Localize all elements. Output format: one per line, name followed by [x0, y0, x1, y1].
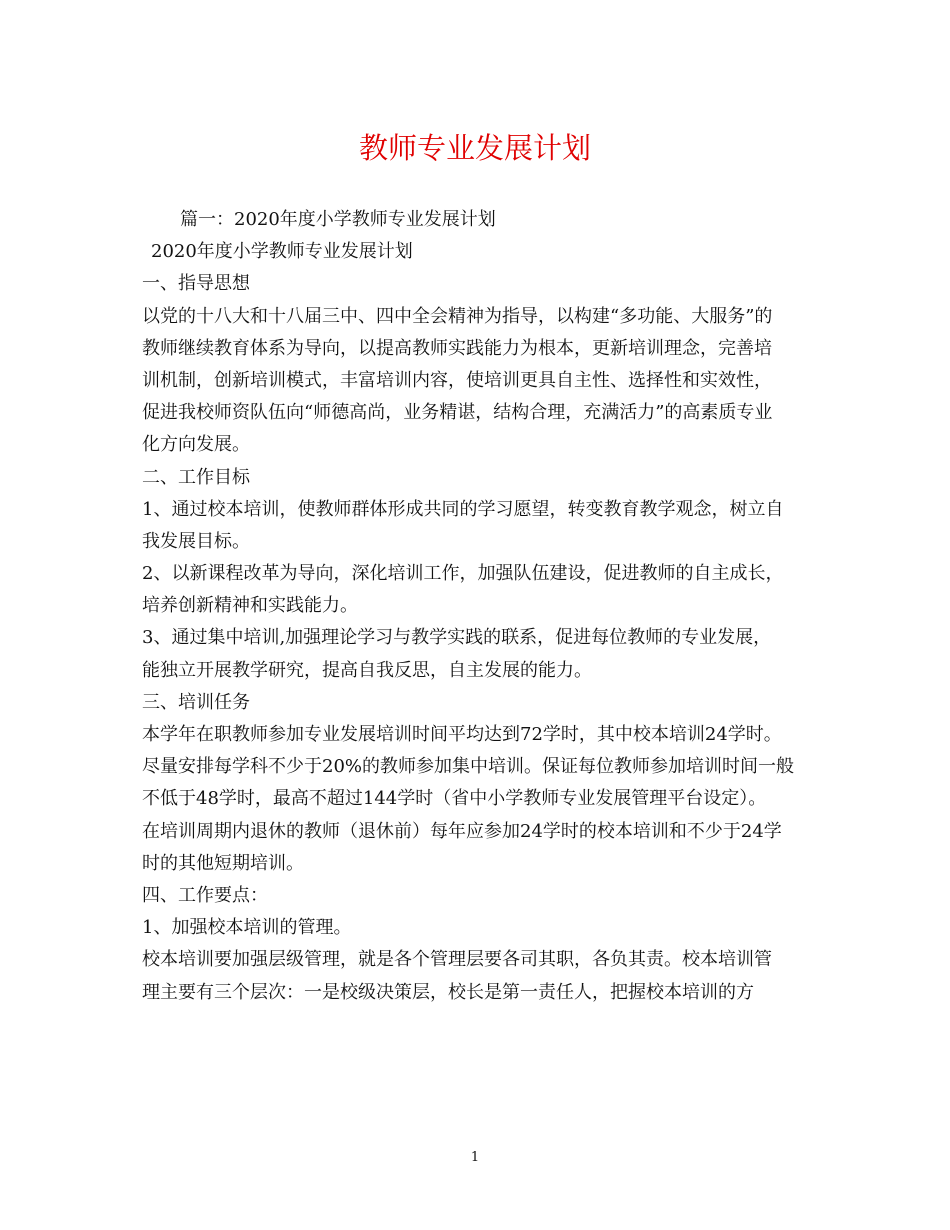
list-item-line: 我发展目标。: [142, 530, 250, 552]
paragraph-line: 理主要有三个层次：一是校级决策层，校长是第一责任人，把握校本培训的方: [142, 981, 754, 1003]
paragraph-line: 以党的十八大和十八届三中、四中全会精神为指导，以构建“多功能、大服务”的: [142, 305, 773, 327]
document-title: 教师专业发展计划: [358, 131, 591, 165]
section-heading-work-goals: 二、工作目标: [142, 466, 250, 488]
paragraph-line: 促进我校师资队伍向“师德高尚，业务精谌，结构合理，充满活力”的高素质专业: [142, 402, 773, 424]
paragraph-line: 时的其他短期培训。: [142, 852, 304, 874]
list-item-line: 1、通过校本培训，使教师群体形成共同的学习愿望，转变教育教学观念，树立自: [142, 498, 784, 520]
list-item-line: 培养创新精神和实践能力。: [142, 595, 358, 617]
page-number: 1: [470, 1150, 480, 1165]
section-heading-guiding-ideology: 一、指导思想: [142, 273, 250, 295]
list-item-line: 2、以新课程改革为导向，深化培训工作，加强队伍建设，促进教师的自主成长，: [142, 563, 784, 585]
paragraph-line: 不低于48学时，最高不超过144学时（省中小学教师专业发展管理平台设定）。: [142, 788, 767, 810]
list-item-line: 1、加强校本培训的管理。: [142, 917, 352, 939]
paragraph-line: 本学年在职教师参加专业发展培训时间平均达到72学时，其中校本培训24学时。: [142, 724, 782, 745]
paragraph-line: 训机制，创新培训模式，丰富培训内容，使培训更具自主性、选择性和实效性，: [142, 369, 772, 391]
section-heading-training-tasks: 三、培训任务: [142, 691, 250, 713]
chapter-heading: 篇一：2020年度小学教师专业发展计划: [180, 209, 496, 230]
paragraph-line: 化方向发展。: [142, 434, 250, 456]
section-heading-work-points: 四、工作要点：: [142, 884, 268, 906]
paragraph-line: 教师继续教育体系为导向，以提高教师实践能力为根本，更新培训理念，完善培: [142, 337, 772, 359]
document-body: [142, 204, 810, 1009]
paragraph-line: 校本培训要加强层级管理，就是各个管理层要各司其职，各负其责。校本培训管: [142, 949, 772, 971]
paragraph-line: 在培训周期内退休的教师（退休前）每年应参加24学时的校本培训和不少于24学: [142, 820, 782, 842]
list-item-line: 能独立开展教学研究，提高自我反思，自主发展的能力。: [142, 659, 592, 681]
paragraph-line: 尽量安排每学科不少于20%的教师参加集中培训。保证每位教师参加培训时间一般: [142, 756, 795, 778]
plan-subtitle: 2020年度小学教师专业发展计划: [151, 241, 413, 263]
list-item-line: 3、通过集中培训,加强理论学习与教学实践的联系，促进每位教师的专业发展，: [142, 627, 772, 649]
